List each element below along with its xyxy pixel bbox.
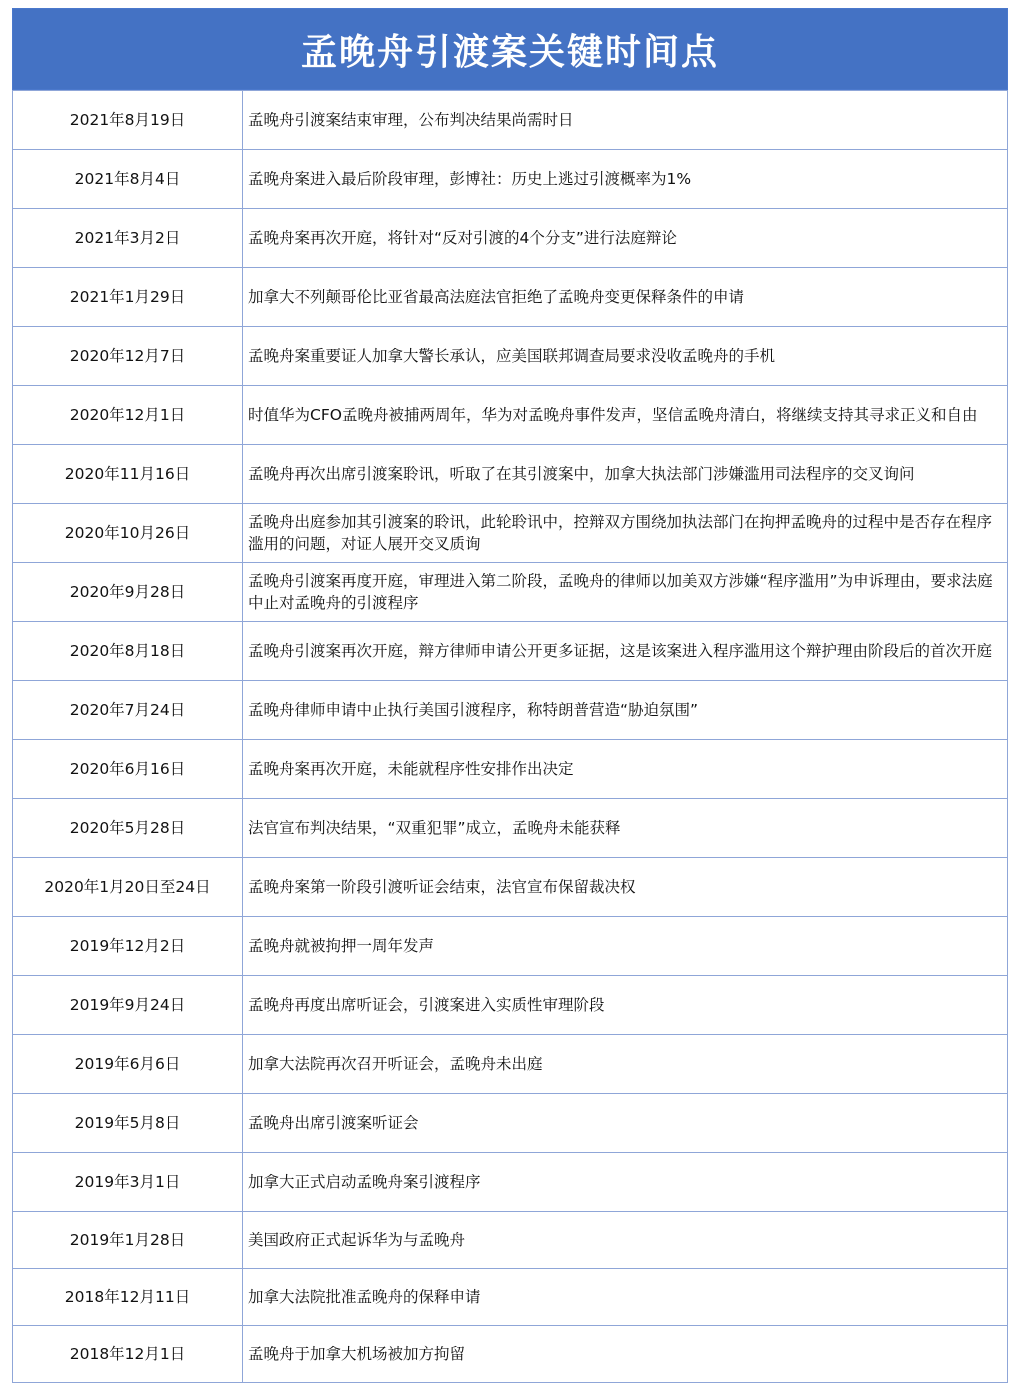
event-cell: 美国政府正式起诉华为与孟晚舟 xyxy=(243,1212,1008,1269)
table-row xyxy=(13,1094,1008,1153)
event-cell: 孟晚舟律师申请中止执行美国引渡程序，称特朗普营造“胁迫氛围” xyxy=(243,681,1008,740)
table-row xyxy=(13,1153,1008,1212)
table-row xyxy=(13,563,1008,622)
event-cell: 孟晚舟就被拘押一周年发声 xyxy=(243,917,1008,976)
date-cell: 2021年8月4日 xyxy=(13,150,243,209)
timeline-document xyxy=(12,8,1008,1383)
date-cell: 2020年11月16日 xyxy=(13,445,243,504)
date-cell: 2020年9月28日 xyxy=(13,563,243,622)
date-cell: 2019年5月8日 xyxy=(13,1094,243,1153)
date-cell: 2020年12月1日 xyxy=(13,386,243,445)
event-cell: 孟晚舟于加拿大机场被加方拘留 xyxy=(243,1326,1008,1383)
event-cell: 孟晚舟引渡案再次开庭，辩方律师申请公开更多证据，这是该案进入程序滥用这个辩护理由阶段后的首次开庭 xyxy=(243,622,1008,681)
event-cell: 孟晚舟再度出席听证会，引渡案进入实质性审理阶段 xyxy=(243,976,1008,1035)
table-row xyxy=(13,1326,1008,1383)
date-cell: 2021年8月19日 xyxy=(13,91,243,150)
table-row xyxy=(13,386,1008,445)
date-cell: 2021年3月2日 xyxy=(13,209,243,268)
event-cell: 加拿大法院再次召开听证会，孟晚舟未出庭 xyxy=(243,1035,1008,1094)
event-cell: 孟晚舟案再次开庭，未能就程序性安排作出决定 xyxy=(243,740,1008,799)
table-row xyxy=(13,681,1008,740)
date-cell: 2020年7月24日 xyxy=(13,681,243,740)
table-row xyxy=(13,976,1008,1035)
event-cell: 法官宣布判决结果，“双重犯罪”成立，孟晚舟未能获释 xyxy=(243,799,1008,858)
date-cell: 2021年1月29日 xyxy=(13,268,243,327)
date-cell: 2020年10月26日 xyxy=(13,504,243,563)
event-cell: 加拿大法院批准孟晚舟的保释申请 xyxy=(243,1269,1008,1326)
event-cell: 孟晚舟引渡案结束审理，公布判决结果尚需时日 xyxy=(243,91,1008,150)
table-row xyxy=(13,917,1008,976)
event-cell: 孟晚舟引渡案再度开庭，审理进入第二阶段，孟晚舟的律师以加美双方涉嫌“程序滥用”为申诉理由，要求法庭中止对孟晚舟的引渡程序 xyxy=(243,563,1008,622)
event-cell: 加拿大不列颠哥伦比亚省最高法庭法官拒绝了孟晚舟变更保释条件的申请 xyxy=(243,268,1008,327)
date-cell: 2018年12月1日 xyxy=(13,1326,243,1383)
event-cell: 孟晚舟再次出席引渡案聆讯，听取了在其引渡案中，加拿大执法部门涉嫌滥用司法程序的交叉询问 xyxy=(243,445,1008,504)
page-title: 孟晚舟引渡案关键时间点 xyxy=(12,8,1008,90)
table-row xyxy=(13,1269,1008,1326)
table-row xyxy=(13,740,1008,799)
date-cell: 2018年12月11日 xyxy=(13,1269,243,1326)
table-row xyxy=(13,268,1008,327)
date-cell: 2019年1月28日 xyxy=(13,1212,243,1269)
event-cell: 加拿大正式启动孟晚舟案引渡程序 xyxy=(243,1153,1008,1212)
event-cell: 孟晚舟出庭参加其引渡案的聆讯，此轮聆讯中，控辩双方围绕加执法部门在拘押孟晚舟的过程中是否存在程序滥用的问题，对证人展开交叉质询 xyxy=(243,504,1008,563)
event-cell: 孟晚舟案再次开庭，将针对“反对引渡的4个分支”进行法庭辩论 xyxy=(243,209,1008,268)
event-cell: 孟晚舟案第一阶段引渡听证会结束，法官宣布保留裁决权 xyxy=(243,858,1008,917)
date-cell: 2019年9月24日 xyxy=(13,976,243,1035)
table-row xyxy=(13,1035,1008,1094)
table-row xyxy=(13,858,1008,917)
date-cell: 2020年5月28日 xyxy=(13,799,243,858)
event-cell: 时值华为CFO孟晚舟被捕两周年，华为对孟晚舟事件发声，坚信孟晚舟清白，将继续支持其寻求正义和自由 xyxy=(243,386,1008,445)
table-row xyxy=(13,327,1008,386)
date-cell: 2019年12月2日 xyxy=(13,917,243,976)
event-cell: 孟晚舟案重要证人加拿大警长承认，应美国联邦调查局要求没收孟晚舟的手机 xyxy=(243,327,1008,386)
timeline-table xyxy=(12,90,1008,1383)
table-row xyxy=(13,209,1008,268)
table-row xyxy=(13,622,1008,681)
date-cell: 2020年1月20日至24日 xyxy=(13,858,243,917)
date-cell: 2019年6月6日 xyxy=(13,1035,243,1094)
table-row xyxy=(13,799,1008,858)
event-cell: 孟晚舟出席引渡案听证会 xyxy=(243,1094,1008,1153)
date-cell: 2020年8月18日 xyxy=(13,622,243,681)
date-cell: 2019年3月1日 xyxy=(13,1153,243,1212)
table-row xyxy=(13,1212,1008,1269)
date-cell: 2020年6月16日 xyxy=(13,740,243,799)
event-cell: 孟晚舟案进入最后阶段审理，彭博社：历史上逃过引渡概率为1% xyxy=(243,150,1008,209)
date-cell: 2020年12月7日 xyxy=(13,327,243,386)
table-row xyxy=(13,150,1008,209)
table-row xyxy=(13,504,1008,563)
table-row xyxy=(13,445,1008,504)
table-row xyxy=(13,91,1008,150)
